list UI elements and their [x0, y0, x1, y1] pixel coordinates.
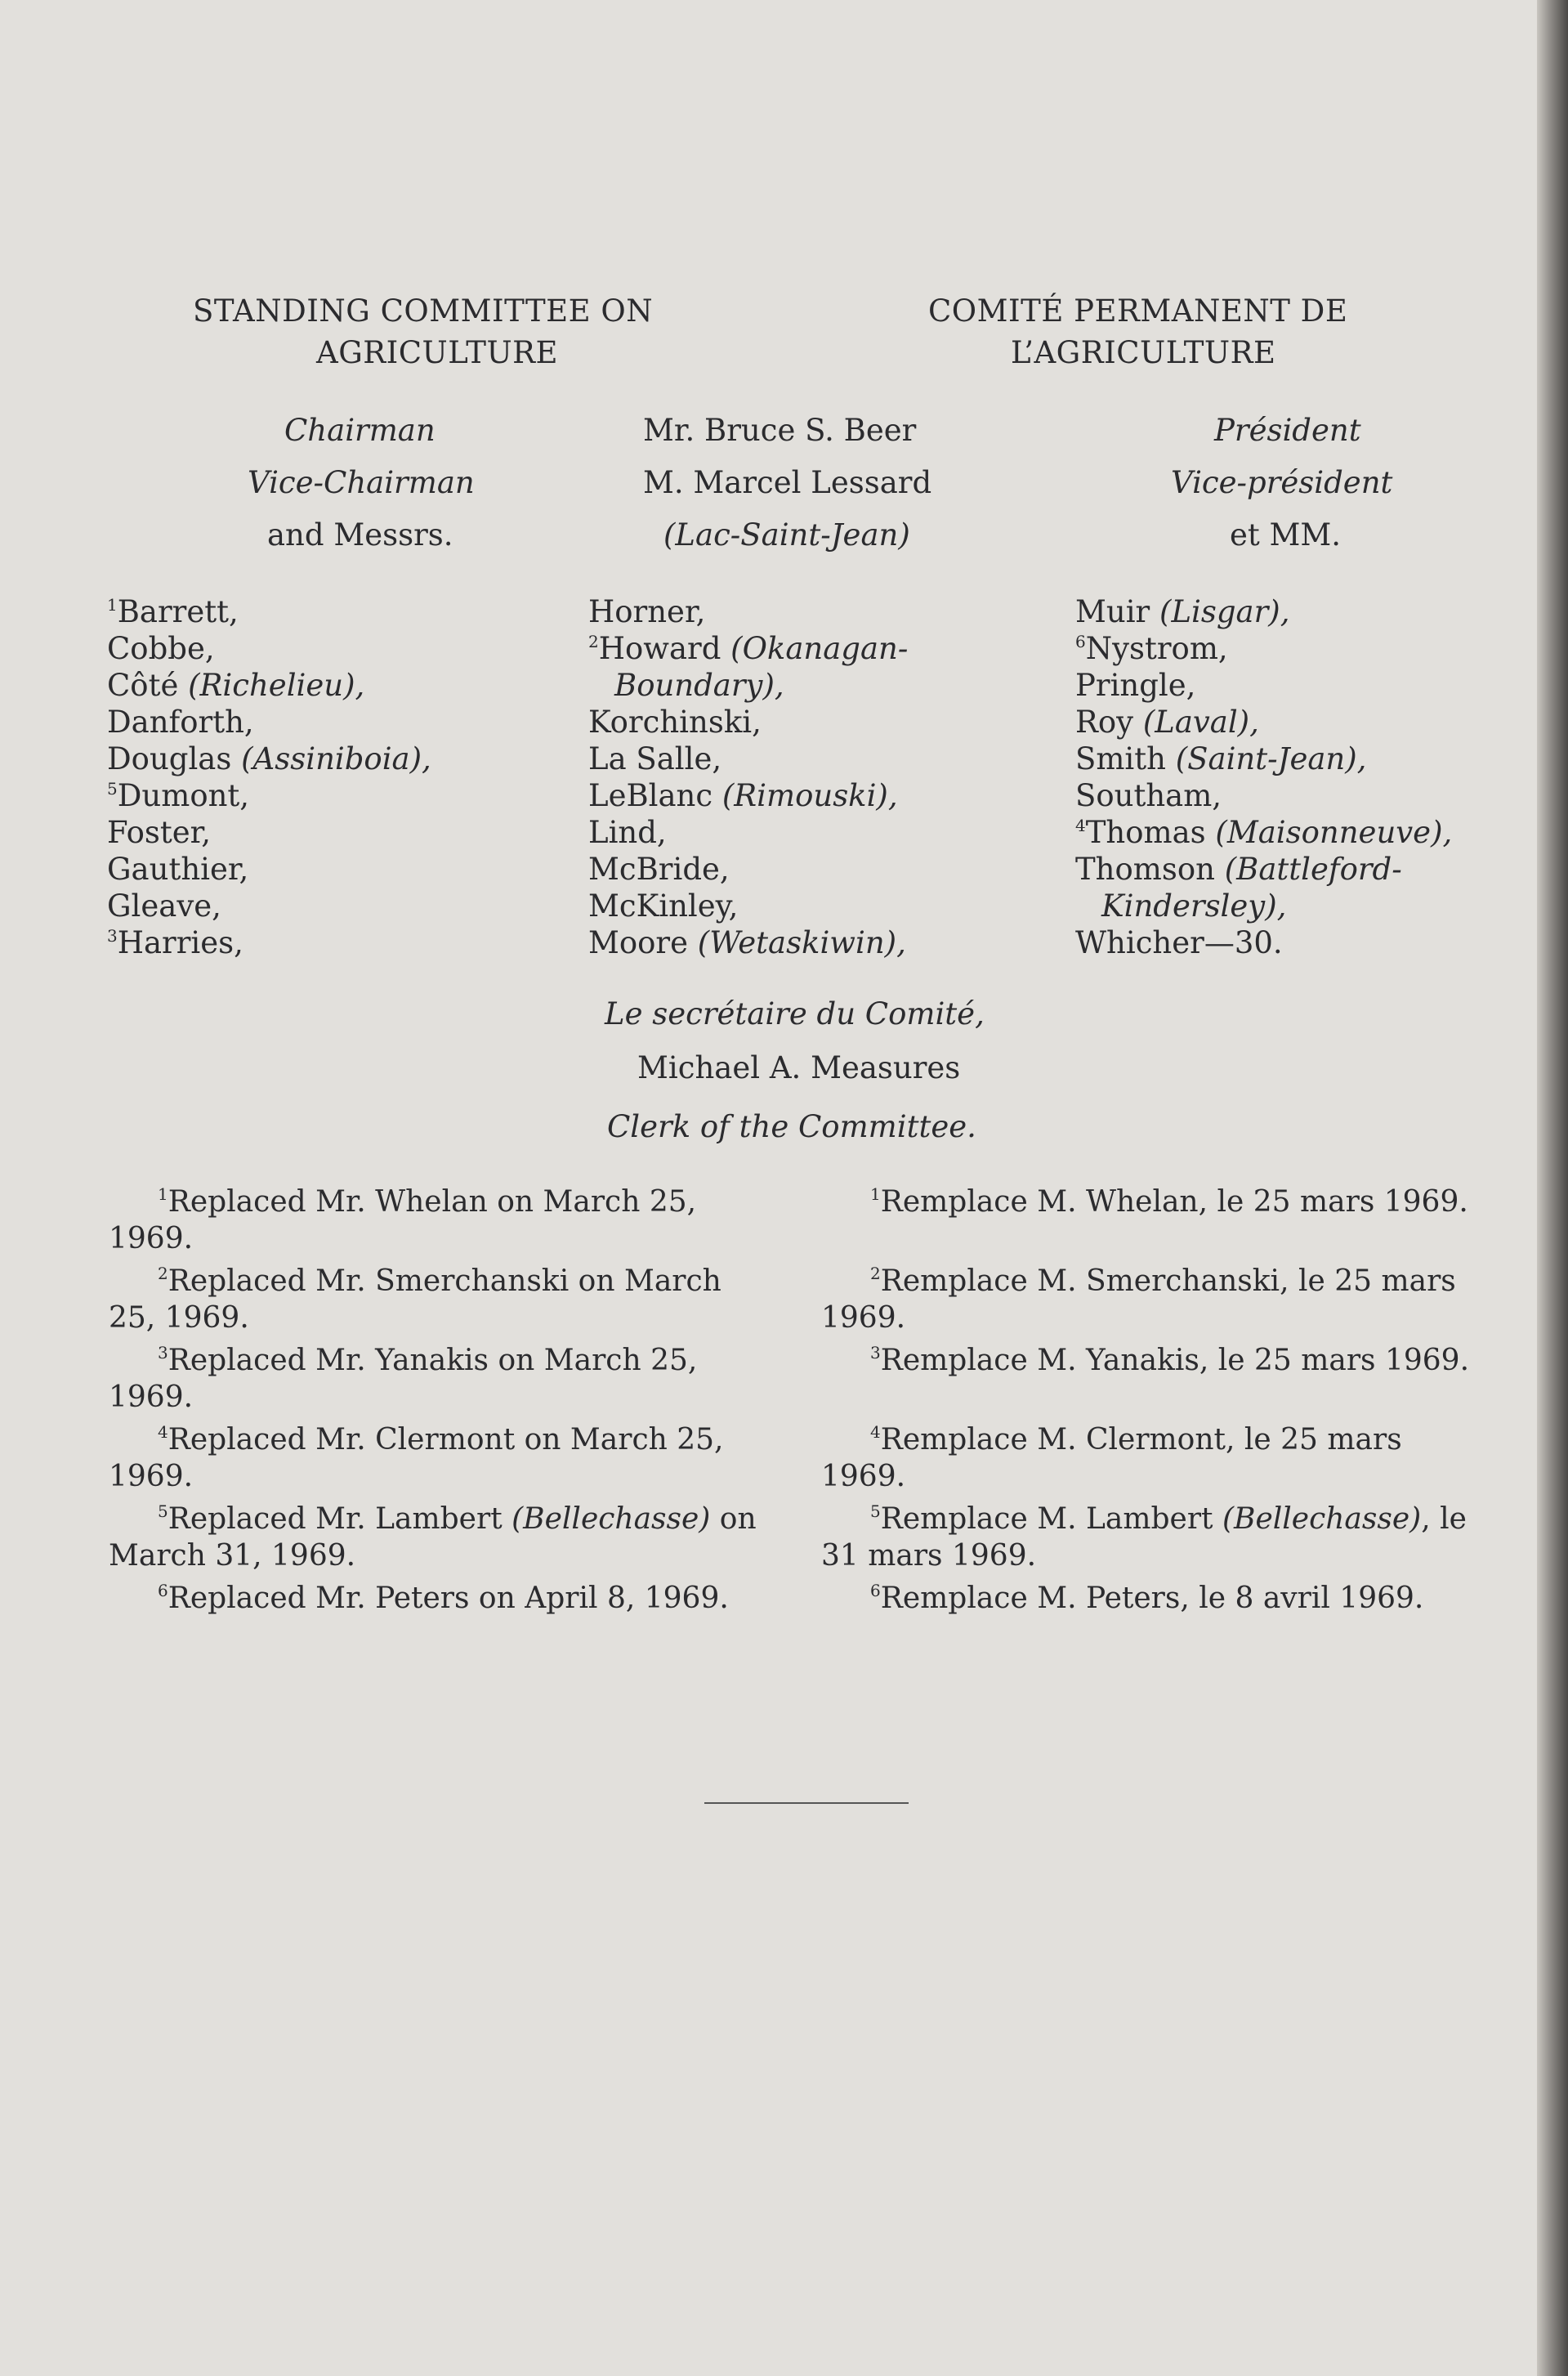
footnote-text: Remplace M. Yanakis, le 25 mars 1969.: [880, 1344, 1470, 1377]
footnote-continuation: 1969.: [109, 1222, 194, 1255]
footnote-text: Remplace M. Lambert: [880, 1502, 1222, 1536]
footnote-text: Remplace M. Clermont, le 25 mars: [880, 1423, 1402, 1456]
member-footnote-marker: 5: [107, 779, 118, 799]
heading-en-line2: AGRICULTURE: [316, 335, 559, 370]
member-name: Pringle,: [1075, 668, 1196, 703]
member-entry: [1075, 851, 1452, 888]
footnote-number: 6: [158, 1581, 168, 1600]
vice-chairman-label: Vice-Chairman: [248, 465, 475, 500]
member-entry: [107, 888, 431, 924]
clerk-title-en: Clerk of the Committee.: [607, 1109, 976, 1144]
footnote: [821, 1421, 1508, 1495]
et-mm-label: et MM.: [1230, 517, 1342, 553]
member-name: Nystrom,: [1085, 631, 1228, 666]
member-name: Whicher—30.: [1075, 925, 1283, 960]
member-entry: [588, 593, 908, 630]
members-column-3: [1075, 593, 1452, 961]
footnote-continuation: 31 mars 1969.: [821, 1539, 1037, 1573]
footnote-continuation: 1969.: [109, 1380, 194, 1414]
member-name: Côté: [107, 668, 179, 703]
vice-chairman-riding: (Lac-Saint-Jean): [663, 517, 910, 553]
member-entry: [588, 741, 908, 777]
footnote-number: 4: [870, 1422, 881, 1442]
footnote-text: on: [710, 1502, 757, 1536]
member-name: LeBlanc: [588, 778, 713, 813]
chairman-label: Chairman: [284, 413, 436, 448]
footnote-number: 2: [870, 1264, 881, 1283]
member-name: Lind,: [588, 815, 667, 850]
member-entry: [1075, 667, 1452, 704]
footnote-number: 2: [158, 1264, 168, 1283]
footnote-number: 3: [870, 1343, 881, 1363]
member-riding: (Maisonneuve),: [1215, 815, 1453, 850]
footnote: [109, 1263, 795, 1336]
footnote: [821, 1501, 1508, 1574]
member-entry: [588, 667, 908, 704]
member-name: Horner,: [588, 594, 706, 629]
member-name: Barrett,: [117, 594, 239, 629]
footnote-number: 3: [158, 1343, 168, 1363]
member-riding: (Richelieu),: [188, 668, 365, 703]
footnote-riding: (Bellechasse): [511, 1502, 711, 1536]
member-entry: [588, 814, 908, 851]
member-name: McBride,: [588, 852, 730, 887]
member-name: Smith: [1075, 741, 1166, 776]
member-name: Muir: [1075, 594, 1150, 629]
footnote-continuation: 1969.: [821, 1301, 906, 1335]
member-entry: [107, 667, 431, 704]
footnote-continuation: March 31, 1969.: [109, 1539, 356, 1573]
member-entry: [588, 888, 908, 924]
members-column-2: [588, 593, 908, 961]
footnote-continuation: 1969.: [109, 1460, 194, 1493]
footnote-text: Replaced Mr. Peters on April 8, 1969.: [168, 1582, 729, 1615]
member-entry: [107, 851, 431, 888]
member-riding: (Assiniboia),: [241, 741, 431, 776]
member-name: Southam,: [1075, 778, 1222, 813]
footnote: [821, 1580, 1508, 1617]
member-entry: [107, 704, 431, 741]
member-name: Moore: [588, 925, 689, 960]
members-column-1: [107, 593, 431, 961]
footnote-number: 1: [870, 1184, 881, 1204]
member-name: Gleave,: [107, 888, 221, 924]
footnote: [821, 1342, 1508, 1379]
footnote-text: Remplace M. Smerchanski, le 25 mars: [880, 1264, 1456, 1298]
footnote: [109, 1580, 795, 1617]
member-name: Thomson: [1075, 852, 1215, 887]
member-entry: [1075, 630, 1452, 667]
member-entry: [1075, 924, 1452, 961]
footnote-number: 6: [870, 1581, 881, 1600]
member-entry: [588, 704, 908, 741]
member-riding: Boundary),: [614, 668, 784, 703]
member-name: Dumont,: [117, 778, 250, 813]
heading-fr-line2: L’AGRICULTURE: [1011, 335, 1276, 370]
member-riding: (Laval),: [1142, 705, 1259, 740]
footnote-text: , le: [1421, 1502, 1467, 1536]
member-name: Roy: [1075, 705, 1134, 740]
footnote-text: Remplace M. Peters, le 8 avril 1969.: [880, 1582, 1424, 1615]
member-riding: (Saint-Jean),: [1175, 741, 1367, 776]
member-name: Howard: [598, 631, 721, 666]
member-footnote-marker: 2: [588, 632, 599, 651]
member-riding: (Wetaskiwin),: [697, 925, 906, 960]
member-entry: [107, 924, 431, 961]
member-entry: [107, 593, 431, 630]
footnote-number: 5: [158, 1501, 168, 1521]
footnote-number: 4: [158, 1422, 168, 1442]
member-entry: [588, 924, 908, 961]
footnote: [821, 1263, 1508, 1336]
member-entry: [588, 777, 908, 814]
footnote-continuation: 25, 1969.: [109, 1301, 249, 1335]
book-spine-shadow: [1537, 0, 1568, 2376]
footnote-number: 1: [158, 1184, 168, 1204]
member-entry: [107, 777, 431, 814]
clerk-title-fr: Le secrétaire du Comité,: [605, 996, 985, 1031]
member-entry: [107, 814, 431, 851]
member-footnote-marker: 6: [1075, 632, 1086, 651]
footnote: [821, 1184, 1508, 1220]
decorative-rule: [704, 1802, 909, 1804]
member-name: Douglas: [107, 741, 232, 776]
member-name: Korchinski,: [588, 705, 762, 740]
footnote-text: Replaced Mr. Whelan on March 25,: [168, 1185, 697, 1219]
member-riding: (Lisgar),: [1159, 594, 1290, 629]
member-footnote-marker: 1: [107, 595, 118, 615]
chairman-name: Mr. Bruce S. Beer: [643, 413, 917, 448]
member-riding: (Rimouski),: [721, 778, 898, 813]
member-footnote-marker: 4: [1075, 816, 1086, 835]
footnote-riding: (Bellechasse): [1222, 1502, 1422, 1536]
footnote-continuation: 1969.: [821, 1460, 906, 1493]
member-name: La Salle,: [588, 741, 722, 776]
footnote-number: 5: [870, 1501, 881, 1521]
member-entry: [107, 741, 431, 777]
member-entry: [1075, 704, 1452, 741]
member-name: Cobbe,: [107, 631, 215, 666]
footnote: [109, 1421, 795, 1495]
heading-fr-line1: COMITÉ PERMANENT DE: [928, 293, 1348, 329]
member-entry: [107, 630, 431, 667]
member-name: Harries,: [117, 925, 243, 960]
member-entry: [1075, 777, 1452, 814]
member-name: Danforth,: [107, 705, 254, 740]
footnote-text: Replaced Mr. Yanakis on March 25,: [168, 1344, 698, 1377]
member-entry: [1075, 593, 1452, 630]
footnote: [109, 1501, 795, 1574]
footnote-text: Replaced Mr. Smerchanski on March: [168, 1264, 721, 1298]
member-entry: [1075, 814, 1452, 851]
footnote-text: Replaced Mr. Lambert: [168, 1502, 512, 1536]
heading-en-line1: STANDING COMMITTEE ON: [193, 293, 654, 329]
clerk-name: Michael A. Measures: [637, 1050, 961, 1085]
member-name: McKinley,: [588, 888, 739, 924]
member-entry: [588, 630, 908, 667]
footnote-text: Remplace M. Whelan, le 25 mars 1969.: [880, 1185, 1468, 1219]
member-riding: (Okanagan-: [730, 631, 909, 666]
member-entry: [1075, 741, 1452, 777]
member-footnote-marker: 3: [107, 926, 118, 946]
footnote: [109, 1342, 795, 1416]
footnote-text: Replaced Mr. Clermont on March 25,: [168, 1423, 724, 1456]
member-name: Gauthier,: [107, 852, 249, 887]
member-entry: [588, 851, 908, 888]
footnote: [109, 1184, 795, 1257]
member-name: Foster,: [107, 815, 212, 850]
president-label: Président: [1214, 413, 1361, 448]
vice-president-label: Vice-président: [1171, 465, 1393, 500]
member-entry: [1075, 888, 1452, 924]
member-name: Thomas: [1085, 815, 1206, 850]
member-riding: (Battleford-: [1224, 852, 1402, 887]
vice-chairman-name: M. Marcel Lessard: [643, 465, 932, 500]
member-riding: Kindersley),: [1101, 888, 1287, 924]
and-messrs-label: and Messrs.: [267, 517, 453, 553]
